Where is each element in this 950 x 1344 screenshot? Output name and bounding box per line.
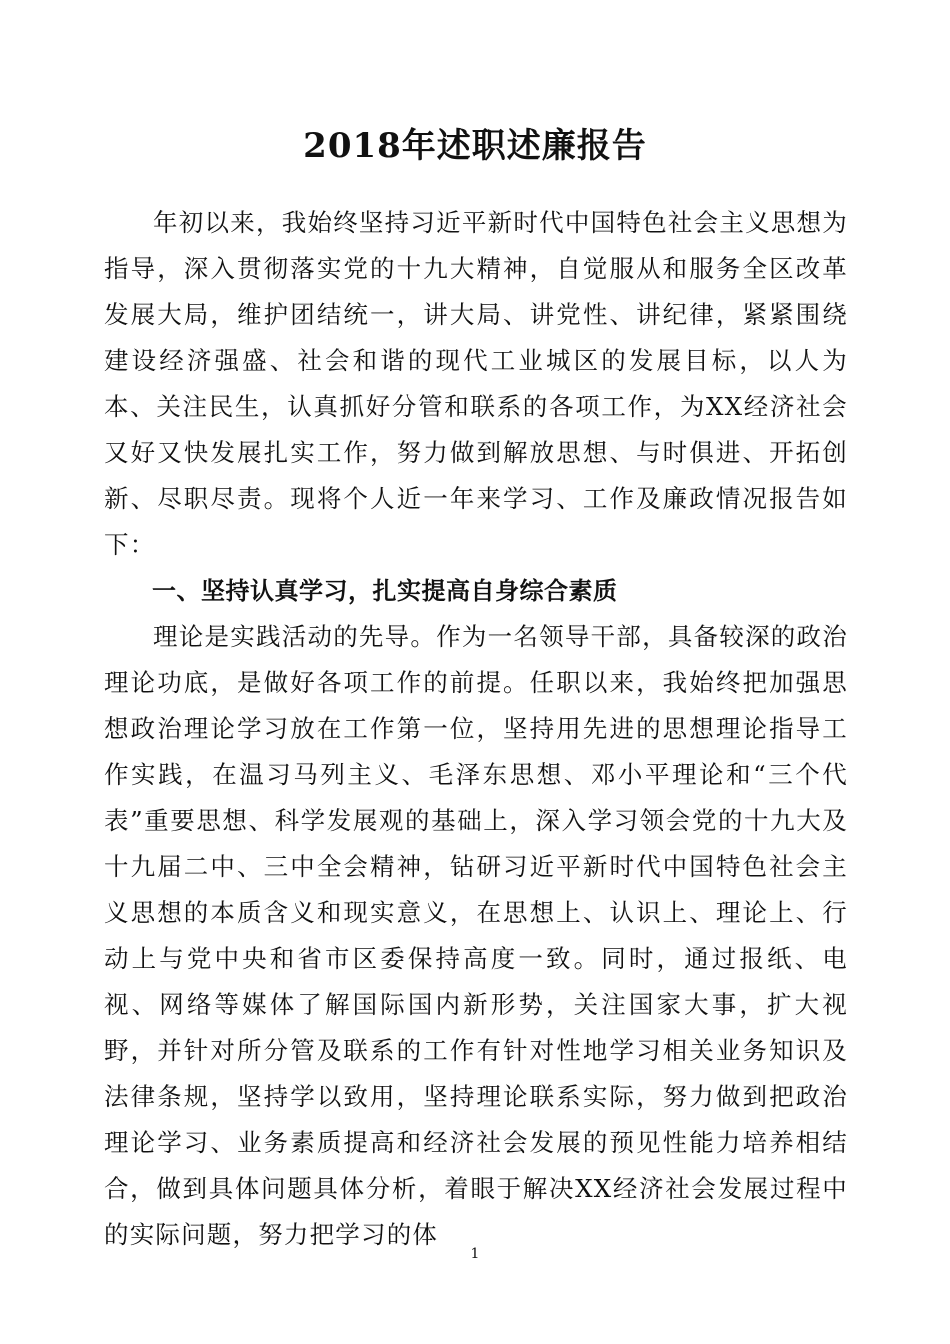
page-number: 1 bbox=[470, 1246, 480, 1262]
paragraph-intro: 年初以来，我始终坚持习近平新时代中国特色社会主义思想为指导，深入贯彻落实党的十九大精神，自觉服从和服务全区改革发展大局，维护团结统一，讲大局、讲党性、讲纪律，紧紧围绕建设经济强盛、社会和谐的现代工业城区的发展目标，以人为本、关注民生，认真抓好分管和联系的各项工作，为XX经济社会又好又快发展扎实工作，努力做到解放思想、与时俱进、开拓创新、尽职尽责。现将个人近一年来学习、工作及廉政情况报告如下： bbox=[104, 208, 848, 559]
section-heading-1: 一、坚持认真学习，扎实提高自身综合素质 bbox=[152, 577, 618, 605]
document-title: 2018年述职述廉报告 bbox=[303, 126, 647, 166]
document-body bbox=[104, 200, 848, 1258]
paragraph-study: 理论是实践活动的先导。作为一名领导干部，具备较深的政治理论功底，是做好各项工作的前提。任职以来，我始终把加强思想政治理论学习放在工作第一位，坚持用先进的思想理论指导工作实践，在温习马列主义、毛泽东思想、邓小平理论和“三个代表”重要思想、科学发展观的基础上，深入学习领会党的十九大及十九届二中、三中全会精神，钻研习近平新时代中国特色社会主义思想的本质含义和现实意义，在思想上、认识上、理论上、行动上与党中央和省市区委保持高度一致。同时，通过报纸、电视、网络等媒体了解国际国内新形势，关注国家大事，扩大视野，并针对所分管及联系的工作有针对性地学习相关业务知识及法律条规，坚持学以致用，坚持理论联系实际，努力做到把政治理论学习、业务素质提高和经济社会发展的预见性能力培养相结合，做到具体问题具体分析，着眼于解决XX经济社会发展过程中的实际问题，努力把学习的体 bbox=[104, 622, 848, 1249]
